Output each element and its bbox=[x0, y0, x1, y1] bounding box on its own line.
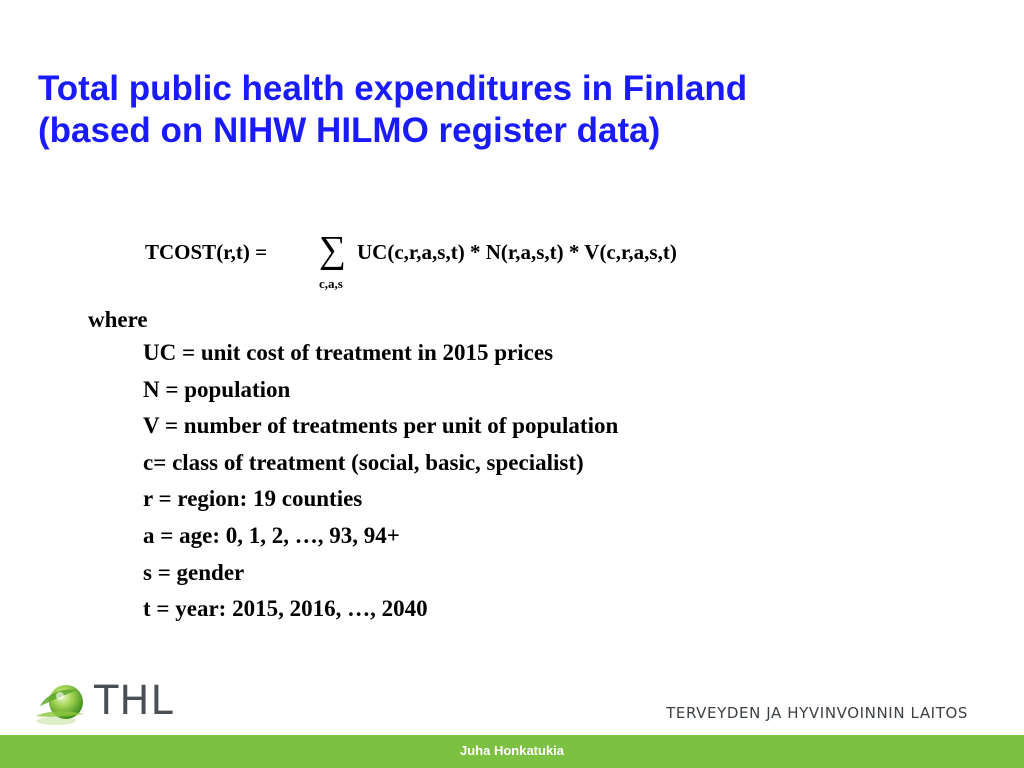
definition-item: V = number of treatments per unit of population bbox=[143, 413, 619, 439]
summation-subscript: c,a,s bbox=[319, 276, 343, 291]
summation-symbol: ∑ bbox=[319, 229, 347, 271]
organization-name: TERVEYDEN JA HYVINVOINNIN LAITOS bbox=[666, 704, 968, 722]
title-line-1: Total public health expenditures in Finland bbox=[38, 69, 748, 108]
formula-lhs: TCOST(r,t) = bbox=[145, 240, 268, 264]
where-label: where bbox=[88, 307, 148, 332]
definitions bbox=[88, 305, 618, 628]
footer-author: Juha Honkatukia bbox=[459, 743, 565, 758]
slide-title bbox=[38, 68, 998, 152]
definition-item: r = region: 19 counties bbox=[143, 486, 363, 512]
definition-item: a = age: 0, 1, 2, …, 93, 94+ bbox=[143, 522, 400, 548]
definition-item: t = year: 2015, 2016, …, 2040 bbox=[143, 596, 428, 622]
thl-logo bbox=[34, 678, 184, 728]
footer-bar bbox=[0, 735, 1024, 768]
logo-text: THL bbox=[94, 678, 174, 724]
definition-list bbox=[88, 335, 618, 628]
definition-item: s = gender bbox=[143, 559, 245, 585]
title-line-2: (based on NIHW HILMO register data) bbox=[38, 111, 661, 150]
definition-item: UC = unit cost of treatment in 2015 prices bbox=[143, 340, 554, 365]
formula-rhs: UC(c,r,a,s,t) * N(r,a,s,t) * V(c,r,a,s,t) bbox=[357, 240, 677, 264]
green-globe-icon bbox=[34, 680, 90, 726]
definition-item: N = population bbox=[143, 376, 291, 402]
definition-item: c= class of treatment (social, basic, specialist) bbox=[143, 449, 584, 475]
